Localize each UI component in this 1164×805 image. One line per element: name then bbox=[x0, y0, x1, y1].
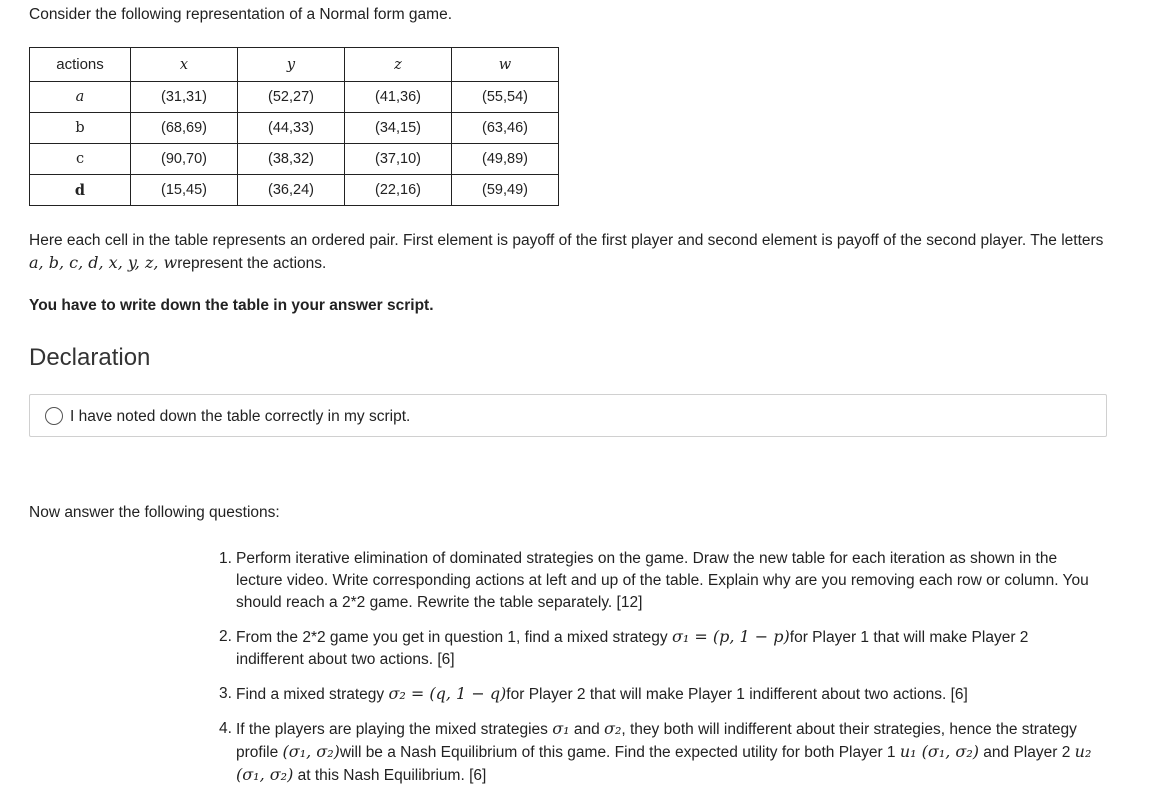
declaration-option[interactable] bbox=[29, 394, 1107, 437]
payoff-cell: (22,16) bbox=[345, 175, 452, 206]
action-letters: a, b, c, d, x, y, z, w bbox=[29, 253, 178, 272]
question-text: and Player 2 bbox=[979, 744, 1075, 761]
payoff-cell: (41,36) bbox=[345, 82, 452, 113]
row-header: a bbox=[30, 82, 131, 113]
table-header-row bbox=[30, 48, 559, 82]
question-text: Perform iterative elimination of dominated strategies on the game. Draw the new table for each iteration as shown in the lecture video. Write corresponding actions at left and up of the table. Explain why are you removing each row or column. You should reach a 2*2 game. Rewrite the table separately. [12] bbox=[236, 550, 1089, 611]
table-row bbox=[30, 175, 559, 206]
row-header: c bbox=[30, 144, 131, 175]
math-expression: u₁ (σ₁, σ₂) bbox=[899, 742, 979, 761]
payoff-cell: (68,69) bbox=[131, 113, 238, 144]
payoff-cell: (34,15) bbox=[345, 113, 452, 144]
question-number: 1. bbox=[219, 550, 232, 567]
declaration-heading: Declaration bbox=[29, 344, 151, 371]
col-header: y bbox=[238, 48, 345, 82]
payoff-cell: (90,70) bbox=[131, 144, 238, 175]
col-header: x bbox=[131, 48, 238, 82]
question-number: 2. bbox=[219, 628, 232, 645]
math-expression: σ₁ = (p, 1 − p) bbox=[671, 627, 790, 646]
math-expression: (σ₁, σ₂) bbox=[282, 742, 340, 761]
payoff-cell: (36,24) bbox=[238, 175, 345, 206]
table-corner: actions bbox=[30, 48, 131, 82]
math-expression: σ₂ bbox=[604, 719, 622, 738]
question-text: If the players are playing the mixed strategies bbox=[236, 721, 553, 738]
payoff-cell: (63,46) bbox=[452, 113, 559, 144]
declaration-radio[interactable] bbox=[45, 407, 63, 425]
explanation-part1: Here each cell in the table represents an ordered pair. First element is payoff of the first player and second element is payoff of the second player. The letters bbox=[29, 232, 1104, 249]
table-row bbox=[30, 144, 559, 175]
row-header: b bbox=[30, 113, 131, 144]
payoff-table bbox=[29, 47, 559, 206]
payoff-cell: (37,10) bbox=[345, 144, 452, 175]
math-expression: u₂ (σ₁, σ₂) bbox=[236, 742, 1092, 784]
payoff-cell: (44,33) bbox=[238, 113, 345, 144]
explanation-part2: represent the actions. bbox=[177, 255, 327, 272]
questions-intro: Now answer the following questions: bbox=[29, 504, 280, 521]
question-text: Find a mixed strategy bbox=[236, 686, 389, 703]
question-list bbox=[219, 548, 1099, 799]
payoff-cell: (15,45) bbox=[131, 175, 238, 206]
math-expression: σ₁ bbox=[552, 719, 570, 738]
question-item bbox=[219, 718, 1099, 787]
payoff-cell: (55,54) bbox=[452, 82, 559, 113]
question-item bbox=[219, 683, 1099, 706]
intro-text: Consider the following representation of a Normal form game. bbox=[29, 6, 453, 23]
question-text: will be a Nash Equilibrium of this game. Find the expected utility for both Player 1 bbox=[339, 744, 900, 761]
question-number: 4. bbox=[219, 720, 232, 737]
instruction-bold: You have to write down the table in your answer script. bbox=[29, 297, 434, 314]
math-expression: σ₂ = (q, 1 − q) bbox=[388, 684, 507, 703]
question-item bbox=[219, 626, 1099, 671]
question-item bbox=[219, 548, 1099, 614]
question-text: , they both will indifferent about their strategies, hence the strategy profile bbox=[236, 721, 1077, 761]
row-header: d bbox=[30, 175, 131, 206]
question-text: From the 2*2 game you get in question 1, find a mixed strategy bbox=[236, 629, 672, 646]
col-header: w bbox=[452, 48, 559, 82]
question-text: at this Nash Equilibrium. [6] bbox=[293, 767, 487, 784]
payoff-cell: (52,27) bbox=[238, 82, 345, 113]
payoff-cell: (59,49) bbox=[452, 175, 559, 206]
question-text: for Player 1 that will make Player 2 indifferent about two actions. [6] bbox=[236, 629, 1029, 668]
table-row bbox=[30, 82, 559, 113]
declaration-label[interactable]: I have noted down the table correctly in my script. bbox=[70, 408, 411, 425]
payoff-cell: (38,32) bbox=[238, 144, 345, 175]
explanation-text bbox=[29, 230, 1109, 275]
table-row bbox=[30, 113, 559, 144]
payoff-cell: (31,31) bbox=[131, 82, 238, 113]
question-text: and bbox=[569, 721, 605, 738]
payoff-cell: (49,89) bbox=[452, 144, 559, 175]
col-header: z bbox=[345, 48, 452, 82]
question-text: for Player 2 that will make Player 1 indifferent about two actions. [6] bbox=[506, 686, 968, 703]
question-number: 3. bbox=[219, 685, 232, 702]
